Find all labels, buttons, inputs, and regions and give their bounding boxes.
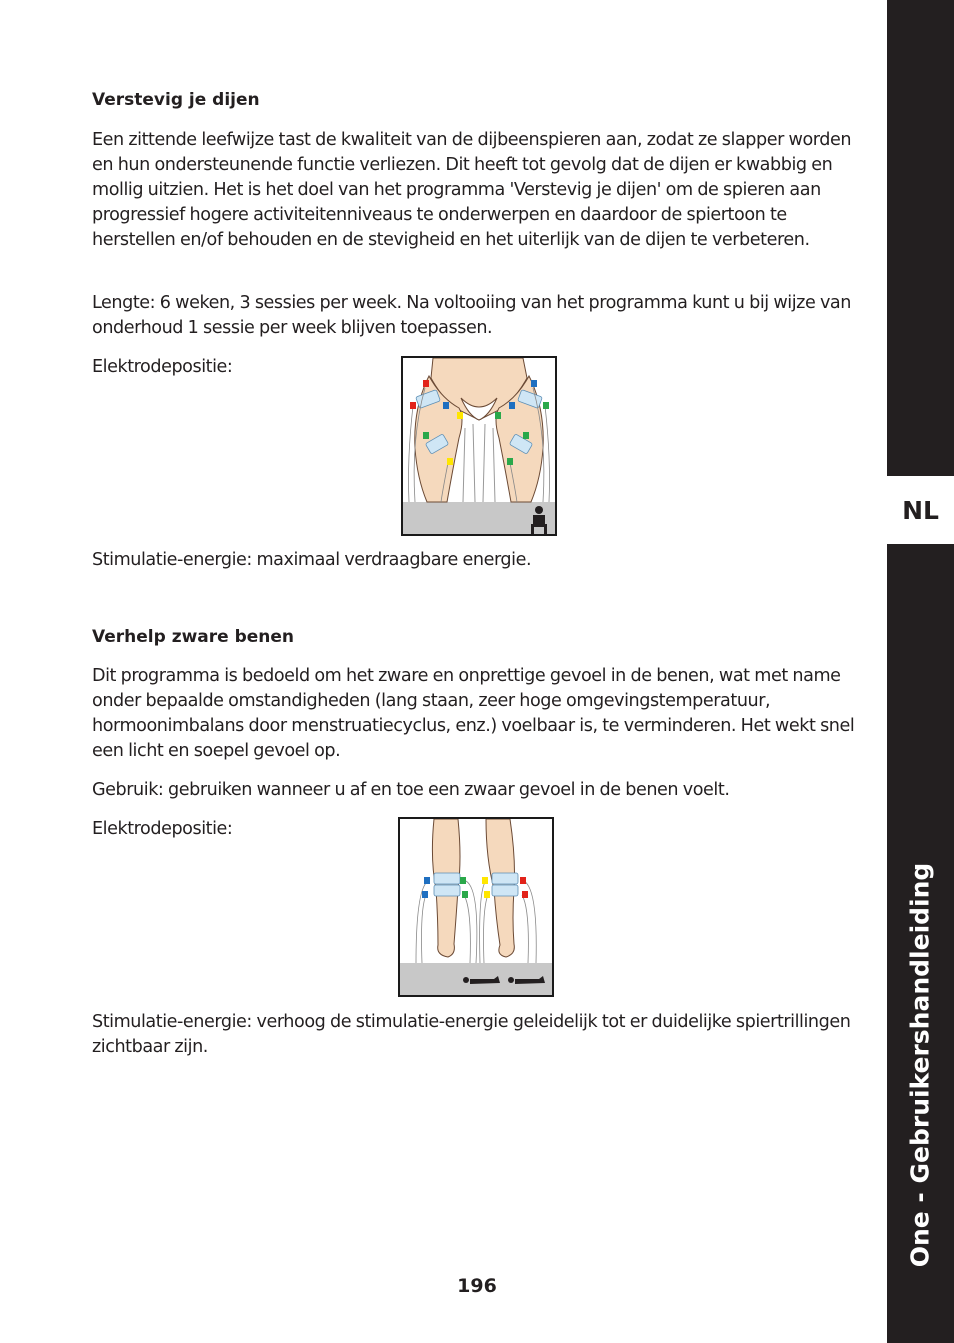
paragraph-legs-intro: Dit programma is bedoeld om het zware en onprettige gevoel in de benen, wat met name onder bepaalde omstandigheden (lang staan, zeer hoge omgevingstemperatuur, hormoonimbalans door menstruatiecyclus, enz.) voelbaar is, te verminderen. Het wekt snel een licht en soepel gevoel op. <box>92 666 855 761</box>
paragraph-thighs-length: Lengte: 6 weken, 3 sessies per week. Na voltooiing van het programma kunt u bij wijze van onderhoud 1 sessie per week blijven toepassen. <box>92 293 851 338</box>
electrode-diagram-thighs <box>401 356 557 536</box>
electrode-diagram-legs <box>398 817 554 997</box>
section-title-legs: Verhelp zware benen <box>92 627 295 647</box>
paragraph-thighs-intro: Een zittende leefwijze tast de kwaliteit van de dijbeenspieren aan, zodat ze slapper worden en hun ondersteunende functie verliezen. Dit heeft tot gevolg dat de dijen er kwabbig en mollig uitzien. Het is het doel van het programma 'Verstevig je dijen' om de spieren aan progressief hogere activiteitenniveaus te onderwerpen en daardoor de spiertoon te herstellen en/of behouden en de stevigheid en het uiterlijk van de dijen te verbeteren. <box>92 130 852 250</box>
page-number: 196 <box>457 1275 497 1297</box>
language-tab: NL <box>887 476 954 544</box>
paragraph-legs-usage: Gebruik: gebruiken wanneer u af en toe een zwaar gevoel in de benen voelt. <box>92 780 730 800</box>
energy-thighs: Stimulatie-energie: maximaal verdraagbare energie. <box>92 550 532 570</box>
electrode-label-thighs: Elektrodepositie: <box>92 357 233 377</box>
section-title-thighs: Verstevig je dijen <box>92 90 260 110</box>
energy-legs: Stimulatie-energie: verhoog de stimulatie-energie geleidelijk tot er duidelijke spiertrillingen zichtbaar zijn. <box>92 1012 851 1057</box>
sidebar-title: One - Gebruikershandleiding <box>905 862 935 1268</box>
electrode-label-legs: Elektrodepositie: <box>92 819 233 839</box>
